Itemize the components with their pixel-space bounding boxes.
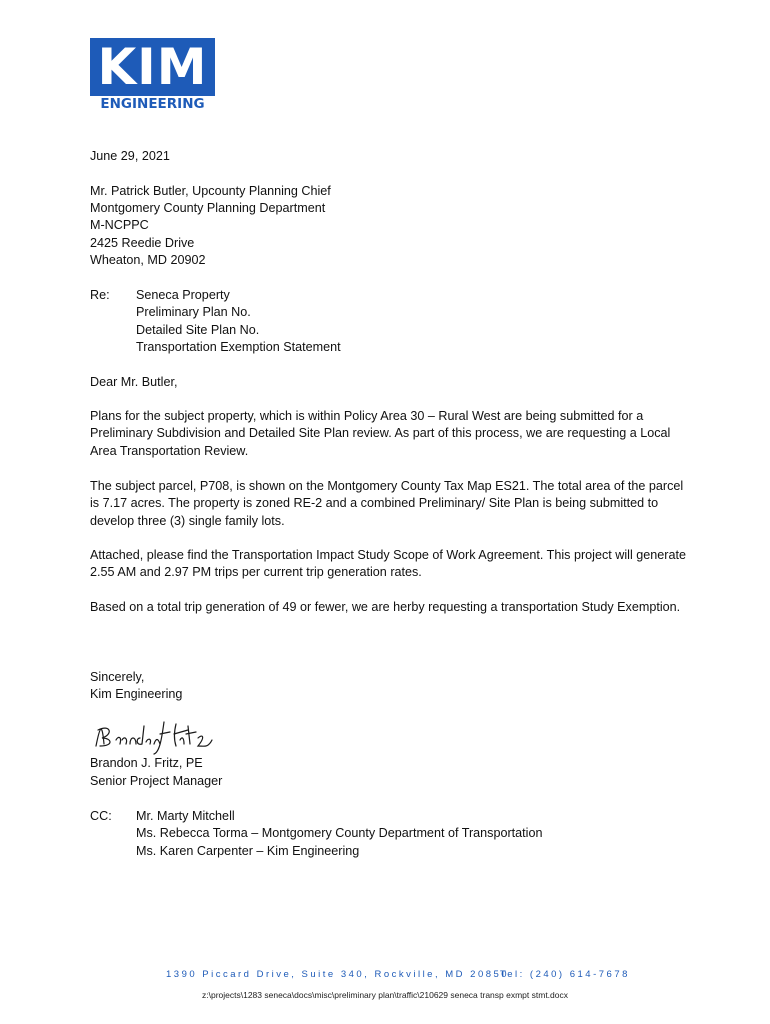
body-paragraph: Plans for the subject property, which is within Policy Area 30 – Rural West are being submitted for a Preliminary Subdivision and Detailed Site Plan review. As part of this process, we are requesting a Local Area Transportation Review.	[90, 409, 671, 458]
signer-name: Brandon J. Fritz, PE	[90, 756, 203, 770]
salutation: Dear Mr. Butler,	[90, 375, 178, 389]
footer-phone: Tel: (240) 614-7678	[500, 969, 630, 980]
re-line: Transportation Exemption Statement	[136, 340, 341, 354]
body-paragraph: Based on a total trip generation of 49 or fewer, we are herby requesting a transportation Study Exemption.	[90, 600, 681, 614]
footer-address: 1390 Piccard Drive, Suite 340, Rockville, MD 20850	[166, 969, 510, 980]
cc-line: Ms. Karen Carpenter – Kim Engineering	[136, 844, 360, 858]
recipient-line: M-NCPPC	[90, 218, 149, 232]
re-label: Re:	[90, 288, 110, 302]
recipient-line: 2425 Reedie Drive	[90, 236, 195, 250]
cc-line: Ms. Rebecca Torma – Montgomery County Department of Transportation	[136, 826, 543, 840]
logo-sub-text: ENGINEERING	[100, 96, 205, 112]
recipient-line: Montgomery County Planning Department	[90, 201, 326, 215]
re-line: Preliminary Plan No.	[136, 305, 251, 319]
re-line: Seneca Property	[136, 288, 230, 302]
body-paragraph: Attached, please find the Transportation Impact Study Scope of Work Agreement. This project will generate 2.55 AM and 2.97 PM trips per current trip generation rates.	[90, 548, 686, 580]
letter-date: June 29, 2021	[90, 149, 170, 163]
signer-title: Senior Project Manager	[90, 774, 223, 788]
file-path: z:\projects\1283 seneca\docs\misc\preliminary plan\traffic\210629 seneca transp exmpt stmt.docx	[202, 990, 568, 1000]
body-paragraph: The subject parcel, P708, is shown on the Montgomery County Tax Map ES21. The total area of the parcel is 7.17 acres. The property is zoned RE-2 and a combined Preliminary/ Site Plan is being submitted to develop three (3) single family lots.	[90, 479, 684, 528]
closing-line: Sincerely,	[90, 670, 145, 684]
recipient-line: Mr. Patrick Butler, Upcounty Planning Chief	[90, 184, 331, 198]
recipient-line: Wheaton, MD 20902	[90, 253, 206, 267]
cc-label: CC:	[90, 809, 112, 823]
cc-line: Mr. Marty Mitchell	[136, 809, 235, 823]
handwritten-signature	[92, 716, 222, 756]
logo-main-text: KIM	[90, 38, 215, 96]
closing-line: Kim Engineering	[90, 687, 183, 701]
company-logo	[90, 38, 215, 112]
re-line: Detailed Site Plan No.	[136, 323, 260, 337]
